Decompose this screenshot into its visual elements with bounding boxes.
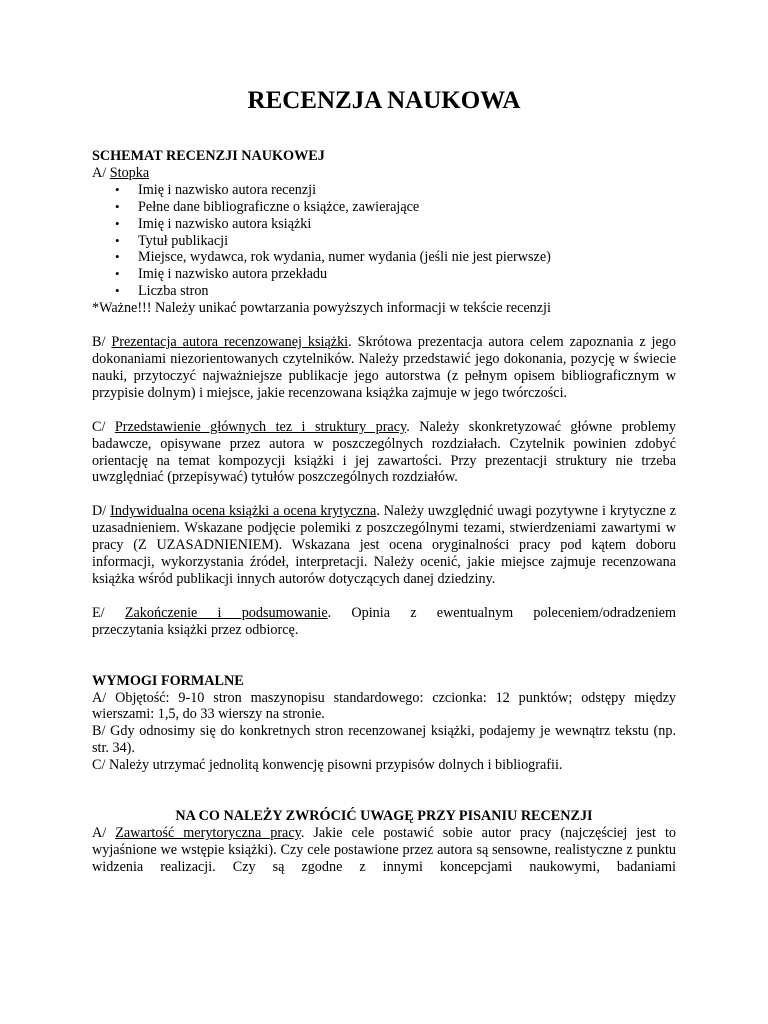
document-page [92,86,676,876]
list-item: • Imię i nazwisko autora recenzji [115,181,317,198]
list-item: • Tytuł publikacji [115,232,229,249]
list-item: • Imię i nazwisko autora przekładu [115,266,328,283]
attention-section-a: A/ Zawartość merytoryczna pracy. Jakie cele postawić sobie autor pracy (najczęściej jest to wyjaśnione we wstępie książki). Czy cele postawione przez autora są sensowne, realistyczne z punktu widzenia realizacji. Czy są zgodne z innymi koncepcjami naukowymi, badaniami [92,825,676,875]
section-c-label: Przedstawienie głównych tez i struktury pracy [114,418,407,435]
formal-item-a: A/ Objętość: 9-10 stron maszynopisu standardowego: czcionka: 12 punktów; odstępy między wierszami: 1,5, do 33 wierszy na stronie. [92,689,676,723]
section-b-label: Prezentacja autora recenzowanej książki [111,334,349,351]
schema-heading: SCHEMAT RECENZJI NAUKOWEJ [92,148,325,164]
list-item: • Imię i nazwisko autora książki [115,215,312,232]
section-d-text: . Należy uwzględnić uwagi pozytywne i krytyczne z uzasadnieniem. Wskazane podjęcie polemiki z poszczególnymi tezami, stwierdzeniami zawartymi w pracy (Z UZASADNIENIEM). Wskazana jest ocena oryginalności pracy pod kątem doboru informacji, wykorzystania źródeł, interpretacji. Należy ocenić, jakie miejsce zajmuje recenzowana książka wśród publikacji innych autorów dotyczących danej dziedziny. [92,503,676,587]
section-a-label: Stopka [109,164,150,181]
section-b-text: . Skrótowa prezentacja autora celem zapoznania z jego dokonaniami niezorientowanych czytelników. Należy przedstawić jego dokonania, pozycję w świecie nauki, przytoczyć najważniejsze publikacje jego autorstwa (z pełnym opisem bibliograficznym w przypisie dolnym) i miejsce, jakie recenzowana książka zajmuje w jego twórczości. [92,334,676,401]
formal-item-c: C/ Należy utrzymać jednolitą konwencję pisowni przypisów dolnych i bibliografii. [92,757,563,774]
bullet-icon: • [115,266,120,282]
bullet-icon: • [115,198,120,214]
attention-heading: NA CO NALEŻY ZWRÓCIĆ UWAGĘ PRZY PISANIU RECENZJI [175,808,593,825]
section-c-text: . Należy skonkretyzować główne problemy badawcze, opisywane przez autora w poszczególnych rozdziałach. Czytelnik powinien zdobyć orientację na temat kompozycji książki i jej zawartości. Przy prezentacji struktury nie trzeba uwzględniać (przepisywać) tytułów poszczególnych rozdziałów. [92,418,677,486]
bullet-icon: • [115,215,120,231]
list-item: • Miejsce, wydawca, rok wydania, numer wydania (jeśli nie jest pierwsze) [115,249,551,266]
section-a [92,165,676,182]
section-e-label: Zakończenie i podsumowanie [124,604,328,621]
formal-heading: WYMOGI FORMALNE [92,672,244,689]
section-d-label: Indywidualna ocena książki a ocena krytyczna [110,503,377,520]
list-item: • Liczba stron [115,283,209,300]
section-d: D/ Indywidualna ocena książki a ocena krytyczna. Należy uwzględnić uwagi pozytywne i krytyczne z uzasadnieniem. Wskazane podjęcie polemiki z poszczególnymi tezami, stwierdzeniami zawartymi w pracy (Z UZASADNIENIEM). Wskazana jest ocena oryginalności pracy pod kątem doboru informacji, wykorzystania źródeł, interpretacji. Należy ocenić, jakie miejsce zajmuje recenzowana książka wśród publikacji innych autorów dotyczących danej dziedziny. [92,503,676,587]
list-item: • Pełne dane bibliograficzne o książce, zawierające [115,198,420,215]
section-b: B/ Prezentacja autora recenzowanej książki. Skrótowa prezentacja autora celem zapoznania z jego dokonaniami niezorientowanych czytelników. Należy przedstawić jego dokonania, pozycję w świecie nauki, przytoczyć najważniejsze publikacje jego autorstwa (z pełnym opisem bibliograficznym w przypisie dolnym) i miejsce, jakie recenzowana książka zajmuje w jego twórczości. [92,334,676,401]
bullet-icon: • [115,283,120,299]
section-e-text: . Opinia z ewentualnym poleceniem/odradzeniem [327,604,677,621]
attention-section-a-text: . Jakie cele postawić sobie autor pracy (najczęściej jest to wyjaśnione we wstępie książki). Czy cele postawione przez autora są sensowne, realistyczne z punktu widzenia realizacji. Czy są zgodne z innymi koncepcjami naukowymi, badaniami [92,825,676,875]
attention-section-a-label: Zawartość merytoryczna pracy [115,825,301,841]
formal-item-b: B/ Gdy odnosimy się do konkretnych stron recenzowanej książki, podajemy je wewnątrz tekstu (np. str. 34). [92,723,676,757]
section-c: C/ Przedstawienie głównych tez i struktury pracy. Należy skonkretyzować główne problemy badawcze, opisywane przez autora w poszczególnych rozdziałach. Czytelnik powinien zdobyć orientację na temat kompozycji książki i jej zawartości. Przy prezentacji struktury nie trzeba uwzględniać (przepisywać) tytułów poszczególnych rozdziałów. [92,418,677,486]
section-a-prefix: A/ [92,164,110,181]
section-e-continued: przeczytania książki przez odbiorcę. [92,621,299,638]
section-e: E/ Zakończenie i podsumowanie. Opinia z ewentualnym poleceniem/odradzeniem [92,604,677,621]
document-title: RECENZJA NAUKOWA [247,87,521,114]
bullet-icon: • [115,249,120,265]
bullet-icon: • [115,232,120,248]
bullet-icon: • [115,181,120,197]
bullet-list [92,182,676,300]
important-note: *Ważne!!! Należy unikać powtarzania powyższych informacji w tekście recenzji [92,300,551,317]
